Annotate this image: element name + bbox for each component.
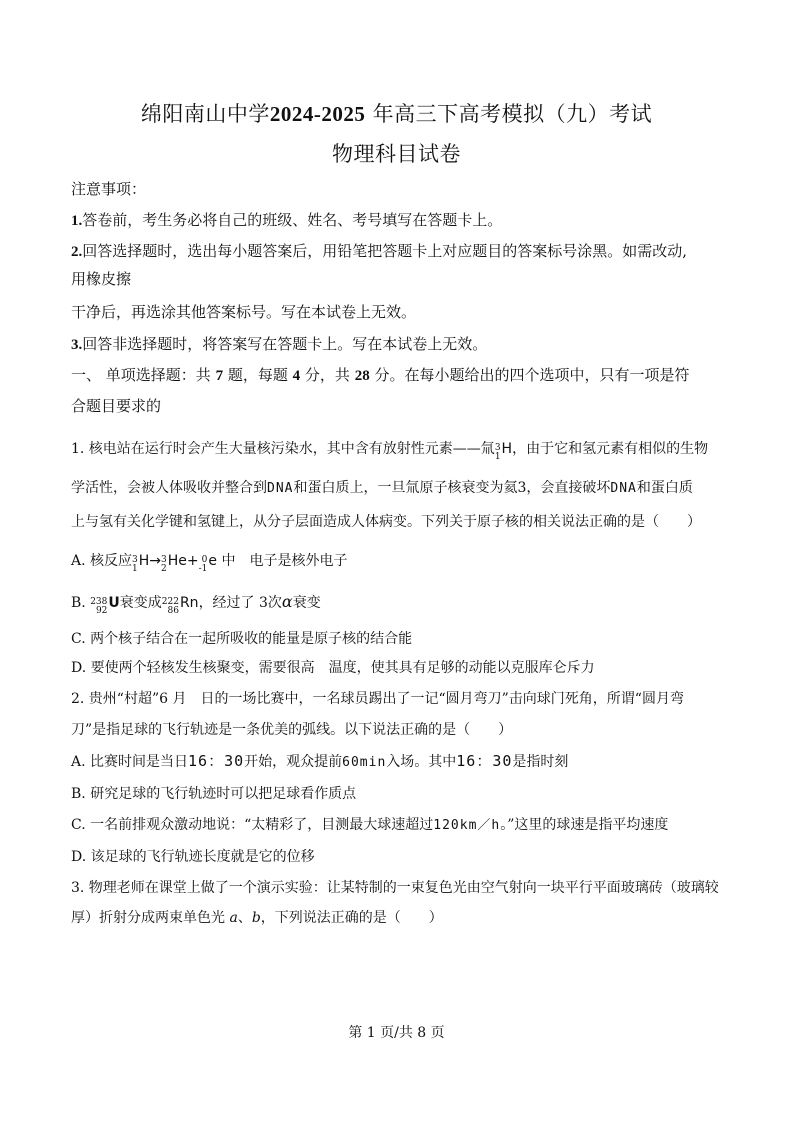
page-number: 第 1 页/共 8 页 bbox=[348, 1025, 445, 1041]
notice-item-2: 2.回答选择题时，选出每小题答案后，用铅笔把答题卡上对应题目的答案标号涂黑。如需改动, bbox=[71, 242, 688, 260]
question-2-option-c: C. 一名前排观众激动地说：“太精彩了，目测最大球速超过120km／h。”这里的球速是指平均速度 bbox=[71, 817, 669, 833]
question-1-stem-2: 学活性，会被人体吸收并整合到DNA和蛋白质上，一旦氚原子核衰变为氦3，会直接破坏DNA和蛋白质 bbox=[71, 480, 693, 496]
section-heading: 一、 单项选择题：共 7 题，每题 4 分，共 28 分。在每小题给出的四个选项中，只有一项是符 bbox=[71, 366, 690, 384]
question-2-stem-2: 刀”是指足球的飞行轨迹是一条优美的弧线。以下说法正确的是（ ） bbox=[71, 722, 513, 738]
question-2-stem: 2. 贵州“村超”6 月 日的一场比赛中，一名球员踢出了一记“圆月弯刀”击向球门死角，所谓“圆月弯 bbox=[71, 691, 684, 707]
question-2-option-b: B. 研究足球的飞行轨迹时可以把足球看作质点 bbox=[71, 786, 357, 802]
question-1-option-d: D. 要使两个轻核发生核聚变，需要很高 温度，使其具有足够的动能以克服库仑斥力 bbox=[71, 660, 595, 676]
notice-item-3: 3.回答非选择题时，将答案写在答题卡上。写在本试卷上无效。 bbox=[71, 335, 488, 353]
notice-item-1: 1.答卷前，考生务必将自己的班级、姓名、考号填写在答题卡上。 bbox=[71, 211, 503, 229]
question-1-stem-3: 上与氢有关化学键和氢键上，从分子层面造成人体病变。下列关于原子核的相关说法正确的是（ ） bbox=[71, 514, 701, 530]
question-1-option-b: B. 238 92U衰变成222 86Rn，经过了 3次α衰变 bbox=[71, 592, 321, 616]
question-1-stem: 1. 核电站在运行时会产生大量核污染水，其中含有放射性元素——氚3 1H，由于它和氢元素有相似的生物 bbox=[71, 441, 709, 462]
question-1-option-a: A. 核反应3 1H→3 2He+ 0 -1e 中 电子是核外电子 bbox=[71, 553, 348, 574]
notice-heading: 注意事项： bbox=[71, 180, 147, 198]
question-3-stem: 3. 物理老师在课堂上做了一个演示实验：让某特制的一束复色光由空气射向一块平行平面玻璃砖（玻璃较 bbox=[71, 880, 719, 896]
exam-subtitle: 物理科目试卷 bbox=[332, 142, 461, 166]
question-2-option-a: A. 比赛时间是当日16：30开始，观众提前60min入场。其中16：30是指时刻 bbox=[71, 752, 569, 770]
notice-item-2-cont: 用橡皮擦 bbox=[71, 270, 132, 288]
question-2-option-d: D. 该足球的飞行轨迹长度就是它的位移 bbox=[71, 849, 315, 865]
question-3-stem-2: 厚）折射分成两束单色光 a、b，下列说法正确的是（ ） bbox=[71, 910, 443, 926]
section-heading-cont: 合题目要求的 bbox=[71, 397, 162, 415]
notice-item-2-cont2: 干净后，再选涂其他答案标号。写在本试卷上无效。 bbox=[71, 303, 417, 321]
tritium-symbol: 3 1 bbox=[494, 443, 501, 462]
question-1-option-c: C. 两个核子结合在一起所吸收的能量是原子核的结合能 bbox=[71, 631, 413, 647]
exam-title: 绵阳南山中学2024-2025 年高三下高考模拟（九）考试 bbox=[140, 102, 653, 126]
